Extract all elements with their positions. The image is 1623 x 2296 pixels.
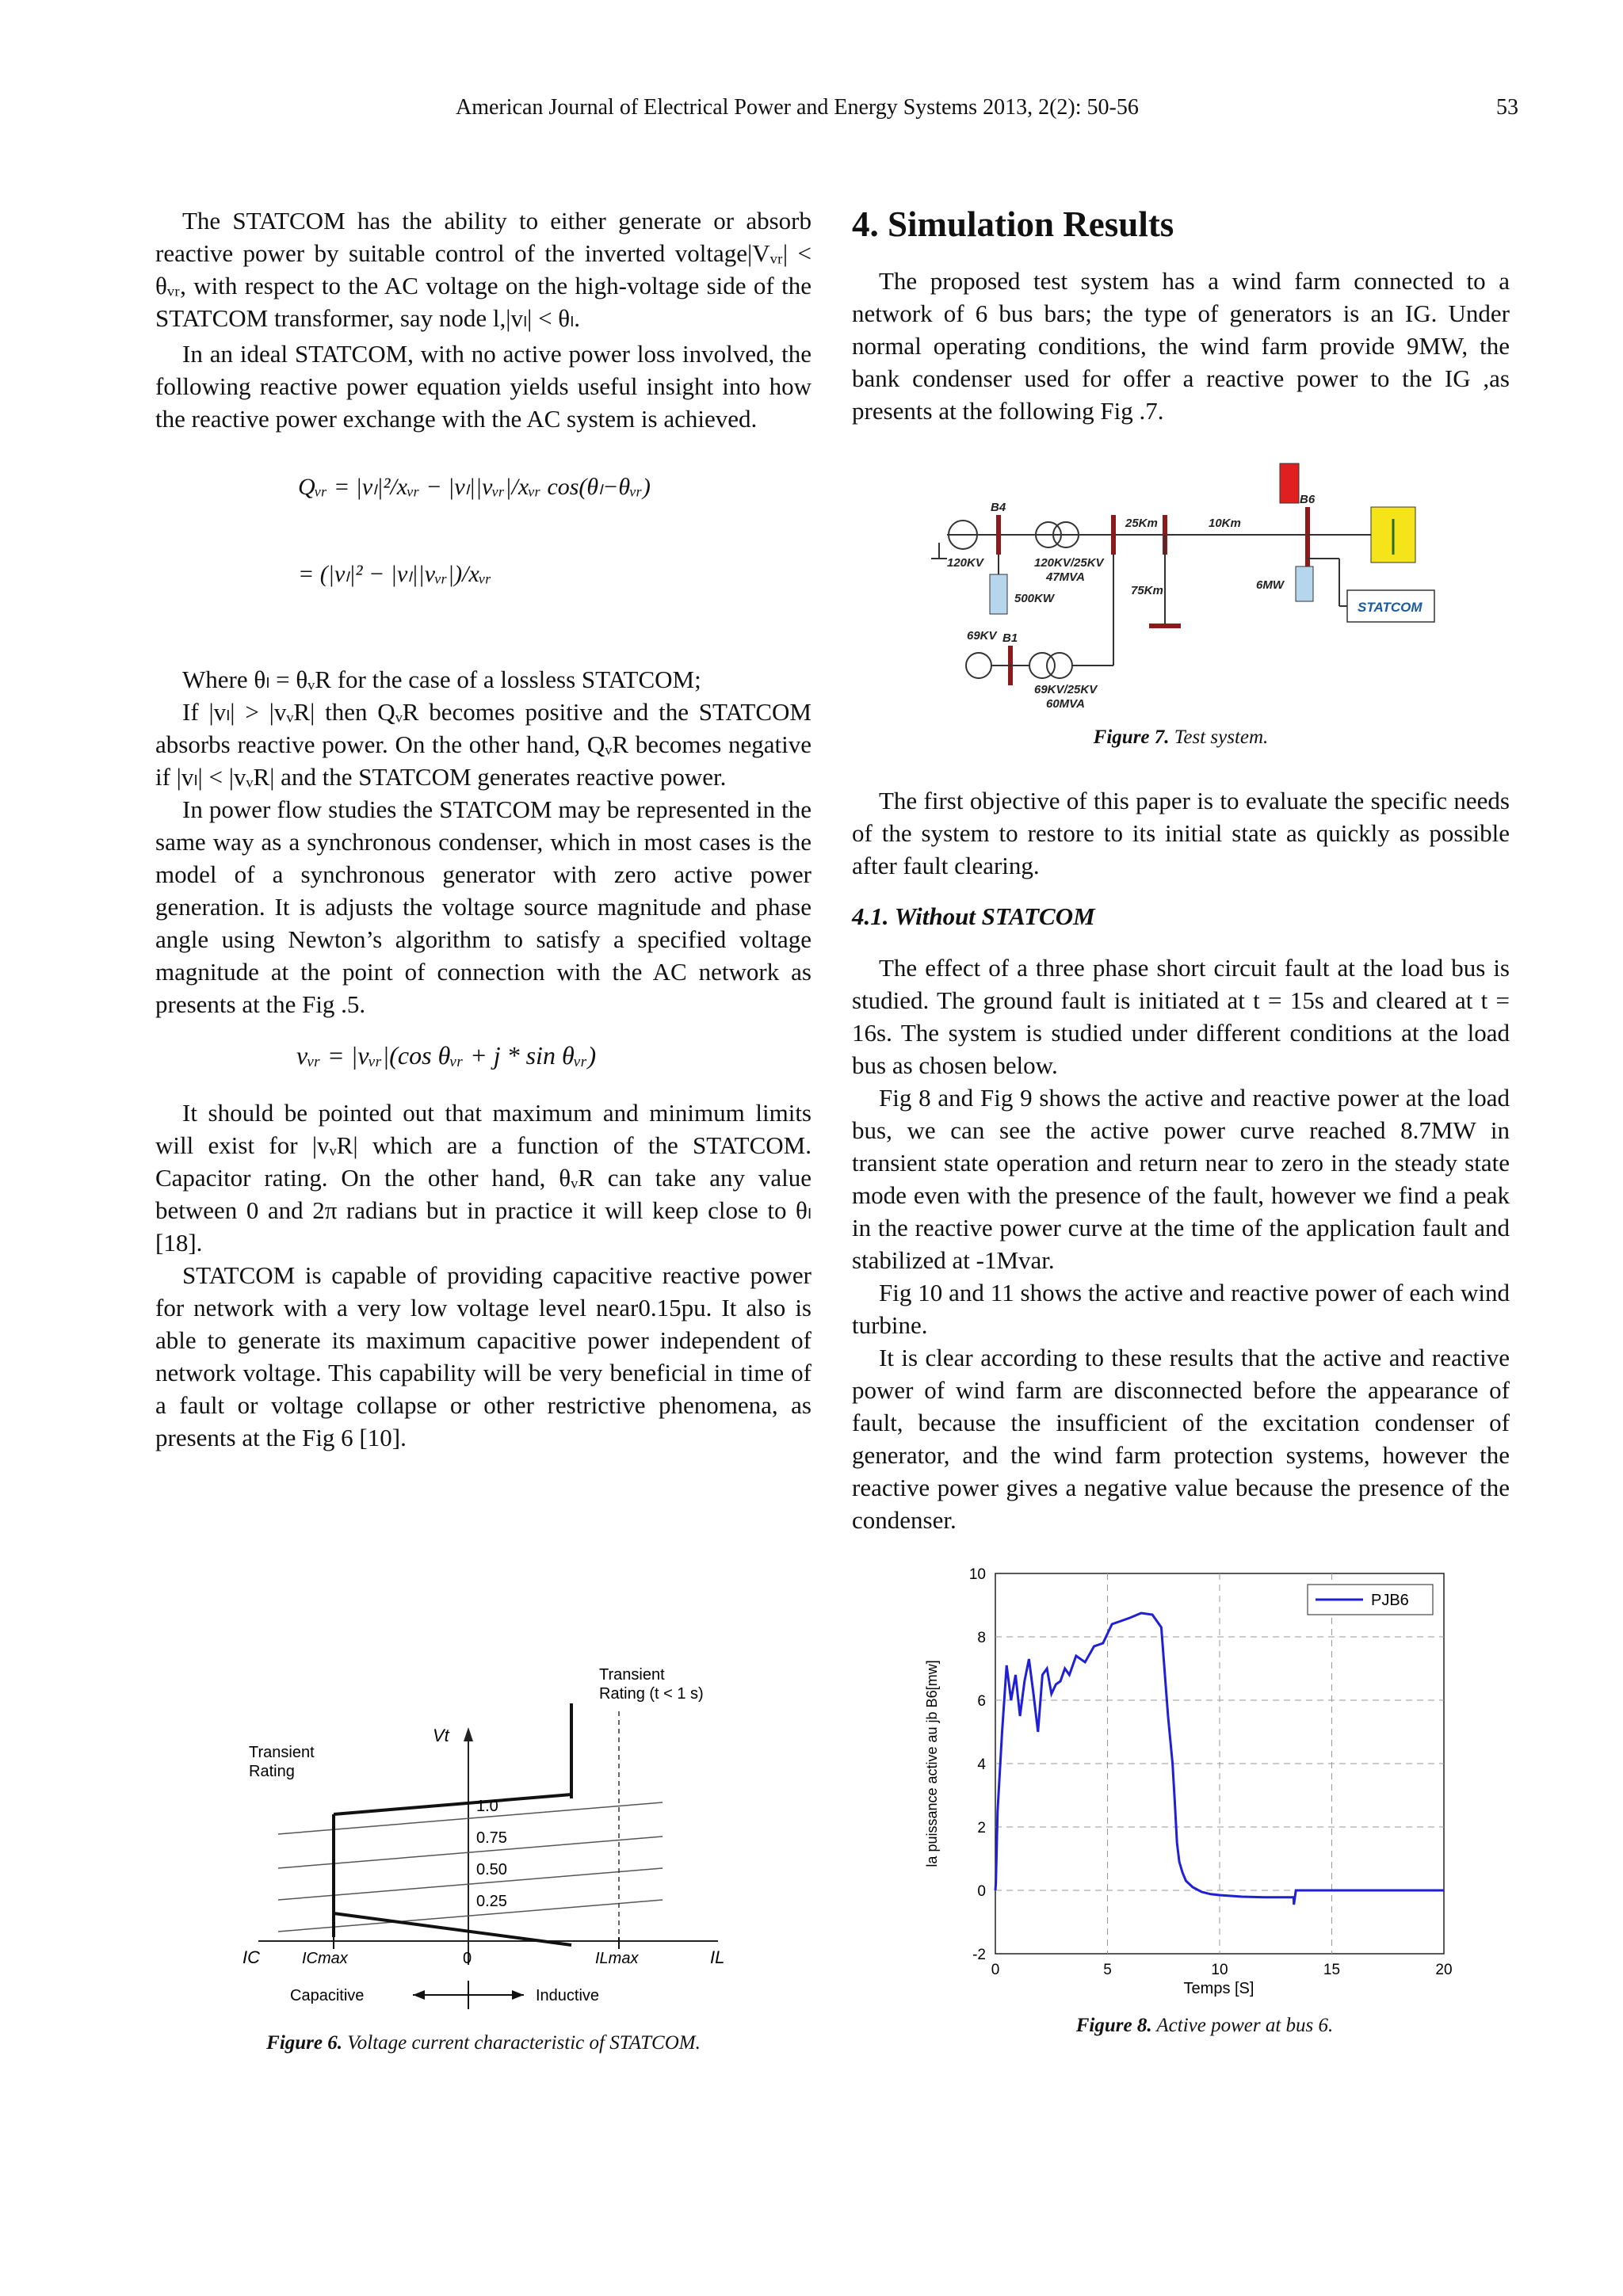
paragraph: Fig 10 and 11 shows the active and reactive power of each wind turbine.: [852, 1279, 1510, 1339]
equation-voltage: [155, 1020, 812, 1097]
figure-caption-text: Active power at bus 6.: [1156, 2015, 1334, 2036]
statcom-vi-characteristic: [155, 1664, 812, 2012]
label-transient-left: Transient: [249, 1744, 315, 1761]
label: 6MW: [1256, 578, 1284, 592]
x-tick-label: 10: [1211, 1962, 1228, 1978]
x-tick-label: 0: [991, 1962, 1000, 1978]
page-number: 53: [1496, 95, 1518, 120]
paragraph: In an ideal STATCOM, with no active power loss involved, the following reactive power equation yields useful insight into how the reactive power exchange with the AC system is achieved.: [155, 340, 812, 433]
characteristic-top: [334, 1794, 571, 1814]
paragraph: STATCOM is capable of providing capacitive reactive power for network with a very low voltage level near0.15pu. It also is able to generate its maximum capacitive power independent of network voltage. This capability will be very beneficial in time of a fault or voltage collapse or other restrictive phenomena, as presents at the Fig 6 [10].: [155, 1261, 812, 1451]
label: 47MVA: [1046, 570, 1085, 584]
active-power-chart: [919, 1559, 1490, 2003]
left-column: [155, 204, 812, 1454]
load-line: [278, 1802, 663, 1834]
right-column: [852, 204, 1510, 1536]
y-axis-label: la puissance active au jb B6[mw]: [924, 1660, 940, 1867]
label: STATCOM: [1358, 600, 1423, 615]
y-tick-label: 10: [968, 1566, 986, 1583]
journal-citation: American Journal of Electrical Power and Energy Systems 2013, 2(2): 50-56: [456, 95, 1139, 120]
y-axis-arrow: [464, 1727, 473, 1741]
figure-caption-text: Voltage current characteristic of STATCOM.: [347, 2032, 701, 2054]
figure-7: [852, 456, 1510, 769]
figure-label: Figure 6.: [266, 2032, 343, 2054]
paragraph: The effect of a three phase short circuit fault at the load bus is studied. The ground fault is initiated at t = 15s and cleared at t = 16s. The system is studied under different conditions at the load bus as chosen below.: [852, 954, 1510, 1079]
arrow-left: [413, 1990, 425, 2000]
figure-caption-text: Test system.: [1174, 727, 1269, 748]
equation-line: Qᵥᵣ = |vₗ|²/xᵥᵣ − |vₗ||vᵥᵣ|/xᵥᵣ cos(θₗ−θᵥᵣ): [298, 474, 651, 500]
level-label: 0.75: [476, 1829, 507, 1847]
paragraph: Fig 8 and Fig 9 shows the active and reactive power at the load bus, we can see the active power curve reached 8.7MW in transient state operation and return near to zero in the steady state mode even with the presence of the fault, however we find a peak in the reactive power curve at the time of the application fault and stabilized at -1Mvar.: [852, 1084, 1510, 1274]
label: 75Km: [1131, 584, 1163, 597]
x-tick-label: 20: [1435, 1962, 1453, 1978]
label: 69KV: [967, 629, 997, 643]
figure-7-caption: [852, 727, 1510, 749]
label: B6: [1300, 493, 1316, 506]
load-6mw: [1296, 566, 1313, 601]
label: 120KV: [947, 556, 983, 570]
y-tick-label: 4: [977, 1756, 986, 1773]
label-icmax: ICmax: [302, 1950, 348, 1967]
label: 10Km: [1209, 517, 1241, 530]
label-rating-right: Rating (t < 1 s): [599, 1685, 704, 1703]
level-label: 0.50: [476, 1861, 507, 1878]
label-ic: IC: [242, 1947, 260, 1967]
arrow-right: [512, 1990, 524, 2000]
label-zero: 0: [463, 1950, 472, 1967]
section-title: 4. Simulation Results: [852, 204, 1174, 244]
y-tick-label: 8: [977, 1630, 986, 1646]
y-tick-label: 6: [977, 1693, 986, 1710]
label-ilmax: ILmax: [595, 1950, 639, 1967]
figure-6-caption: [155, 2032, 812, 2054]
level-label: 0.25: [476, 1893, 507, 1910]
paragraph: The proposed test system has a wind farm connected to a network of 6 bus bars; the type of generators is an IG. Under normal operating conditions, the wind farm provide 9MW, the bank condenser used for offer a reactive power to the IG ,as presents at the following Fig .7.: [852, 267, 1510, 425]
fault-icon: [1280, 463, 1299, 503]
test-system-diagram: [852, 456, 1510, 733]
label: 69KV/25KV: [1034, 683, 1098, 696]
x-tick-label: 15: [1323, 1962, 1341, 1978]
label: 60MVA: [1046, 697, 1085, 711]
equation-line: vᵥᵣ = |vᵥᵣ|(cos θᵥᵣ + j * sin θᵥᵣ): [296, 1041, 597, 1070]
label-vt: Vt: [433, 1726, 449, 1745]
label: B1: [1002, 631, 1018, 645]
load-line: [278, 1868, 663, 1900]
paragraph: The STATCOM has the ability to either generate or absorb reactive power by suitable control of the inverted voltage|Vᵥᵣ| < θᵥᵣ, with respect to the AC voltage on the high-voltage side of the STATCOM transformer, say node l,|vₗ| < θₗ.: [155, 207, 812, 332]
paragraph: It should be pointed out that maximum and minimum limits will exist for |vᵥR| which are a function of the STATCOM. Capacitor rating. On the other hand, θᵥR can take any value between 0 and 2π radians but in practice it will keep close to θₗ [18].: [155, 1099, 812, 1257]
label: B4: [991, 501, 1006, 514]
label: 500KW: [1014, 592, 1055, 605]
figure-label: Figure 8.: [1075, 2015, 1152, 2036]
label-capacitive: Capacitive: [290, 1987, 365, 2004]
load-500kw: [990, 574, 1007, 614]
paragraph: The first objective of this paper is to evaluate the specific needs of the system to restore to its initial state as quickly as possible after fault clearing.: [852, 787, 1510, 879]
figure-label: Figure 7.: [1093, 727, 1170, 748]
paragraph: If |vₗ| > |vᵥR| then QᵥR becomes positive and the STATCOM absorbs reactive power. On the other hand, QᵥR becomes negative if |vₗ| < |vᵥR| and the STATCOM generates reactive power.: [155, 698, 812, 791]
equation-reactive-power: [155, 449, 812, 655]
legend-label: PJB6: [1371, 1592, 1409, 1609]
label: 120KV/25KV: [1034, 556, 1104, 570]
y-tick-label: 2: [977, 1820, 986, 1836]
paragraph: Where θₗ = θᵥR for the case of a lossless STATCOM;: [182, 666, 701, 693]
x-axis-label: Temps [S]: [1183, 1980, 1254, 1997]
label-il: IL: [710, 1947, 725, 1967]
label-transient-right: Transient: [599, 1666, 665, 1684]
label-inductive: Inductive: [536, 1987, 600, 2004]
load-line: [278, 1836, 663, 1868]
level-label: 1.0: [476, 1798, 498, 1815]
figure-6: [155, 1664, 812, 2060]
legend: [1308, 1585, 1433, 1615]
paragraph: In power flow studies the STATCOM may be represented in the same way as a synchronous condenser, which in most cases is the model of a synchronous generator with zero active power generation. It is adjusts the voltage source magnitude and phase angle using Newton’s algorithm to satisfy a specified voltage magnitude at the point of connection with the AC network as presents at the Fig .5.: [155, 795, 812, 1018]
equation-line: = (|vₗ|² − |vₗ||vᵥᵣ|)/xᵥᵣ: [298, 561, 492, 587]
figure-8-caption: [919, 2015, 1490, 2037]
x-tick-label: 5: [1103, 1962, 1112, 1978]
y-tick-label: -2: [972, 1947, 986, 1963]
load-line: [278, 1900, 663, 1932]
y-tick-label: 0: [977, 1883, 986, 1900]
paragraph: It is clear according to these results that the active and reactive power of wind farm are disconnected before the appearance of fault, because the insufficient of the excitation condenser of generator, and the wind farm protection systems, however the reactive power gives a negative value because the presence of the condenser.: [852, 1344, 1510, 1534]
figure-8: [919, 1559, 1490, 2066]
label: 25Km: [1125, 517, 1158, 530]
label-rating-left: Rating: [249, 1763, 295, 1780]
subsection-title: 4.1. Without STATCOM: [852, 902, 1095, 930]
